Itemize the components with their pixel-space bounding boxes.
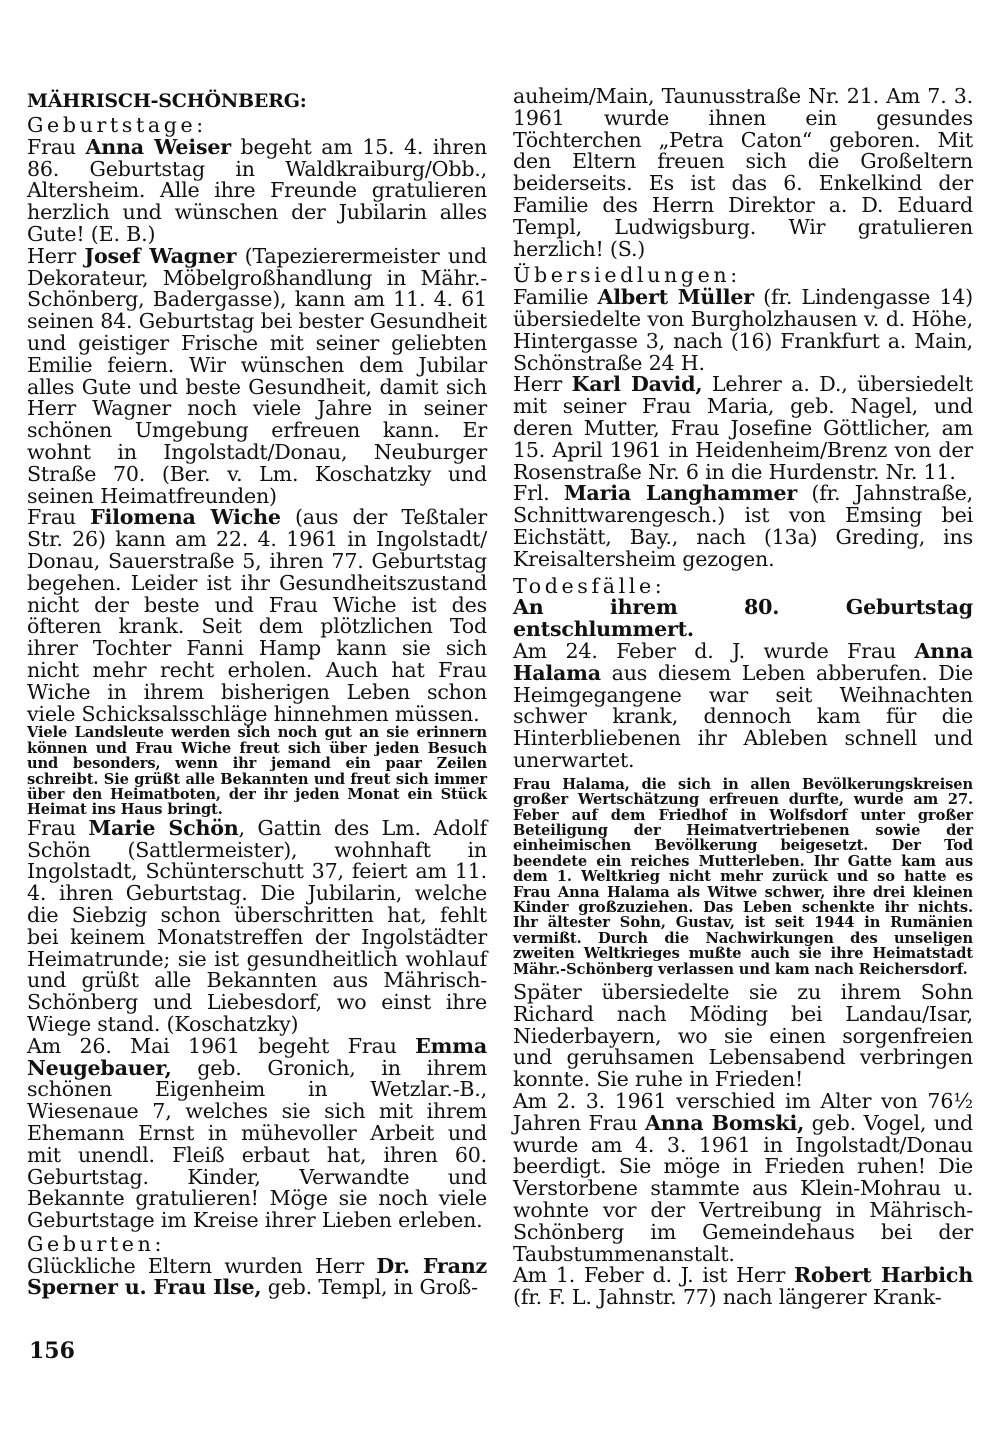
right-column: [513, 86, 973, 1309]
entry-anna-halama-continued: Später übersiedelte sie zu ihrem Sohn Richard nach Möding bei Landau/Isar, Niederbayern, wo sie einen sorgenfreien und geruhsamen Lebensabend verbringen konnte. Sie ruhe in Frieden!: [513, 979, 973, 1092]
text-run: Am 24. Feber d. J. wurde Frau: [513, 638, 915, 663]
entry-anna-halama: [513, 638, 973, 772]
entry-sperner: [27, 1253, 487, 1300]
person-name: Filomena Wiche: [90, 505, 281, 530]
person-name: Anna Bomski,: [644, 1110, 805, 1135]
text-run: Lehrer a. D., übersiedelt mit seiner Frau Maria, geb. Nagel, und deren Mutter, Frau Josefine Göttlicher, am 15. April 1961 in Heidenheim/Brenz von der Rosenstraße Nr. 6 in die Hurdenstr. Nr. 11.: [513, 372, 973, 484]
person-name: Karl David,: [571, 372, 703, 397]
section-heading-maehrisch-schoenberg: MÄHRISCH-SCHÖNBERG:: [27, 90, 307, 112]
text-run: begeht am 15. 4. ihren 86. Geburtstag in Waldkraiburg/Obb., Altersheim. Alle ihre Freunde gratulieren herzlich und wünschen der Jubilarin alles Gute! (E. B.): [27, 134, 487, 246]
text-run: Frau: [27, 815, 89, 840]
subsection-births: Geburten:: [27, 1231, 165, 1256]
text-run: Am 1. Feber d. J. ist Herr: [513, 1263, 794, 1288]
text-run: Glückliche Eltern wurden Herr: [27, 1253, 377, 1278]
person-name: Dr. Franz Sperner u. Frau Ilse,: [27, 1253, 487, 1300]
text-run: Herr: [27, 243, 85, 268]
left-column: [27, 86, 487, 1299]
person-name: Anna Halama: [513, 638, 973, 685]
entry-filomena-wiche-note: Viele Landsleute werden sich noch gut an sie erinnern können und Frau Wiche freut sich über jeden Besuch und besonders, wenn ihr jemand ein paar Zeilen schreibt. Sie grüßt alle Bekannten und freut sich immer über den Heimatboten, der ihr jeden Monat ein Stück Heimat ins Haus bringt.: [27, 724, 487, 819]
person-name: Marie Schön: [88, 815, 239, 840]
obituary-headline: An ihrem 80. Geburtstag entschlummert.: [513, 595, 973, 642]
entry-emma-neugebauer: [27, 1033, 487, 1233]
entry-robert-harbich: [513, 1265, 973, 1309]
entry-marie-schoen: [27, 815, 487, 1036]
text-run: Herr: [513, 372, 572, 397]
text-run: (fr. Jahnstraße, Schnittwarengesch.) ist von Emsing bei Eichstätt, Bay., nach (13a) Greding, ins Kreisaltersheim gezogen.: [513, 481, 974, 571]
entry-albert-mueller: [513, 287, 973, 374]
text-run: Am 26. Mai 1961 begeht Frau: [27, 1033, 416, 1058]
text-run: (aus der Teßtaler Str. 26) kann am 22. 4. 1961 in Ingolstadt/ Donau, Sauerstraße 5, ihren 77. Geburtstag begehen. Leider ist ihr Gesundheitszustand nicht der beste und Frau Wiche ist des öfteren krank. Seit dem plötzlichen Tod ihrer Tochter Fanni Hamp kann sie sich nicht mehr recht erholen. Auch hat Frau Wiche in ihrem bisherigen Leben schon viele Schicksalsschläge hinnehmen müssen.: [27, 505, 487, 726]
person-name: Emma Neugebauer,: [27, 1033, 487, 1080]
subsection-relocations: Übersiedlungen:: [513, 263, 741, 288]
entry-anna-bomski: [513, 1088, 973, 1266]
entry-anna-weiser: [27, 134, 487, 246]
text-run: geb. Gronich, in ihrem schönen Eigenheim in Wetzlar.-B., Wiesenaue 7, welches sie sich mit ihrem Ehemann Ernst in mühevoller Arbeit und mit unendl. Fleiß erbaut hat, ihren 60. Geburtstag. Kinder, Verwandte und Bekannte gratulieren! Möge sie noch viele Geburtstage im Kreise ihrer Lieben erleben.: [27, 1055, 487, 1233]
text-run: Frau: [27, 505, 91, 530]
person-name: Albert Müller: [597, 285, 754, 310]
subsection-birthdays: Geburtstage:: [27, 113, 207, 137]
text-run: Familie: [513, 285, 598, 310]
entry-maria-langhammer: [513, 483, 973, 570]
entry-anna-halama-note: Frau Halama, die sich in allen Bevölkerungskreisen großer Wertschätzung erfreuen durfte, wurde am 27. Feber auf dem Friedhof in Wolfsdorf unter großer Beteiligung der Heimatvertriebenen sowie der einheimischen Bevölkerung beigesetzt. Der Tod beendete ein reiches Mutterleben. Ihr Gatte kam aus dem 1. Weltkrieg nicht mehr zurück und so hatte es Frau Anna Halama als Witwe schwer, ihre drei kleinen Kinder großzuziehen. Das Leben schenkte ihr nichts. Ihr ältester Sohn, Gustav, ist seit 1944 in Rumänien vermißt. Durch die Nachwirkungen des unseligen zweiten Weltkrieges mußte auch sie ihre Heimatstadt Mähr.-Schönberg verlassen und kam nach Reichersdorf.: [513, 775, 973, 978]
person-name: Anna Weiser: [85, 134, 231, 159]
text-run: (Tapezierermeister und Dekorateur, Möbelgroßhandlung in Mähr.-Schönberg, Badergasse), kann am 11. 4. 61 seinen 84. Geburtstag bei bester Gesundheit und geistiger Frische mit seiner geliebten Emilie feiern. Wir wünschen dem Jubilar alles Gute und beste Gesundheit, damit sich Herr Wagner noch viele Jahre in seiner schönen Umgebung erfreuen kann. Er wohnt in Ingolstadt/Donau, Neuburger Straße 70. (Ber. v. Lm. Koschatzky und seinen Heimatfreunden): [27, 243, 487, 508]
entry-sperner-continued: auheim/Main, Taunusstraße Nr. 21. Am 7. 3. 1961 wurde ihnen ein gesundes Töchterchen „Petra Caton“ geboren. Mit den Eltern freuen sich die Großeltern beiderseits. Es ist das 6. Enkelkind der Familie des Herrn Direktor a. D. Eduard Templ, Ludwigsburg. Wir gratulieren herzlich! (S.): [513, 84, 973, 261]
text-run: geb. Vogel, und wurde am 4. 3. 1961 in Ingolstadt/Donau beerdigt. Sie möge in Frieden ruhen! Die Verstorbene stammte aus Klein-Mohrau u. wohnte vor der Vertreibung in Mährisch-Schönberg im Gemeindehaus bei der Taubstummenanstalt.: [513, 1110, 973, 1266]
text-run: , Gattin des Lm. Adolf Schön (Sattlermeister), wohnhaft in Ingolstadt, Schünterschutt 37, feiert am 11. 4. ihren Geburtstag. Die Jubilarin, welche die Siebzig schon überschritten hat, fehlt bei keinem Monatstreffen der Ingolstädter Heimatrunde; sie ist gesundheitlich wohlauf und grüßt alle Bekannten aus Mährisch-Schönberg und Liebesdorf, wo einst ihre Wiege stand. (Koschatzky): [27, 815, 487, 1036]
person-name: Maria Langhammer: [563, 481, 798, 506]
text-run: Frl.: [513, 481, 564, 506]
entry-josef-wagner: [27, 243, 487, 508]
person-name: Robert Harbich: [793, 1263, 973, 1288]
text-run: Am 2. 3. 1961 verschied im Alter von 76½ Jahren Frau: [513, 1088, 973, 1135]
page-number: 156: [29, 1338, 75, 1364]
text-run: Frau: [27, 134, 86, 159]
text-run: (fr. Lindengasse 14) übersiedelte von Burgholzhausen v. d. Höhe, Hintergasse 3, nach (16) Frankfurt a. Main, Schönstraße 24 H.: [513, 285, 973, 375]
entry-karl-david: [513, 374, 973, 483]
text-run: aus diesem Leben abberufen. Die Heimgegangene war seit Weihnachten schwer krank, dennoch kam für die Hinterbliebenen ihr Ableben schnell und unerwartet.: [513, 660, 973, 772]
text-run: (fr. F. L. Jahnstr. 77) nach längerer Krank-: [513, 1285, 942, 1310]
person-name: Josef Wagner: [84, 243, 237, 268]
entry-filomena-wiche: [27, 507, 487, 725]
subsection-deaths: Todesfälle:: [513, 573, 666, 598]
text-run: geb. Templ, in Groß-: [261, 1275, 478, 1300]
